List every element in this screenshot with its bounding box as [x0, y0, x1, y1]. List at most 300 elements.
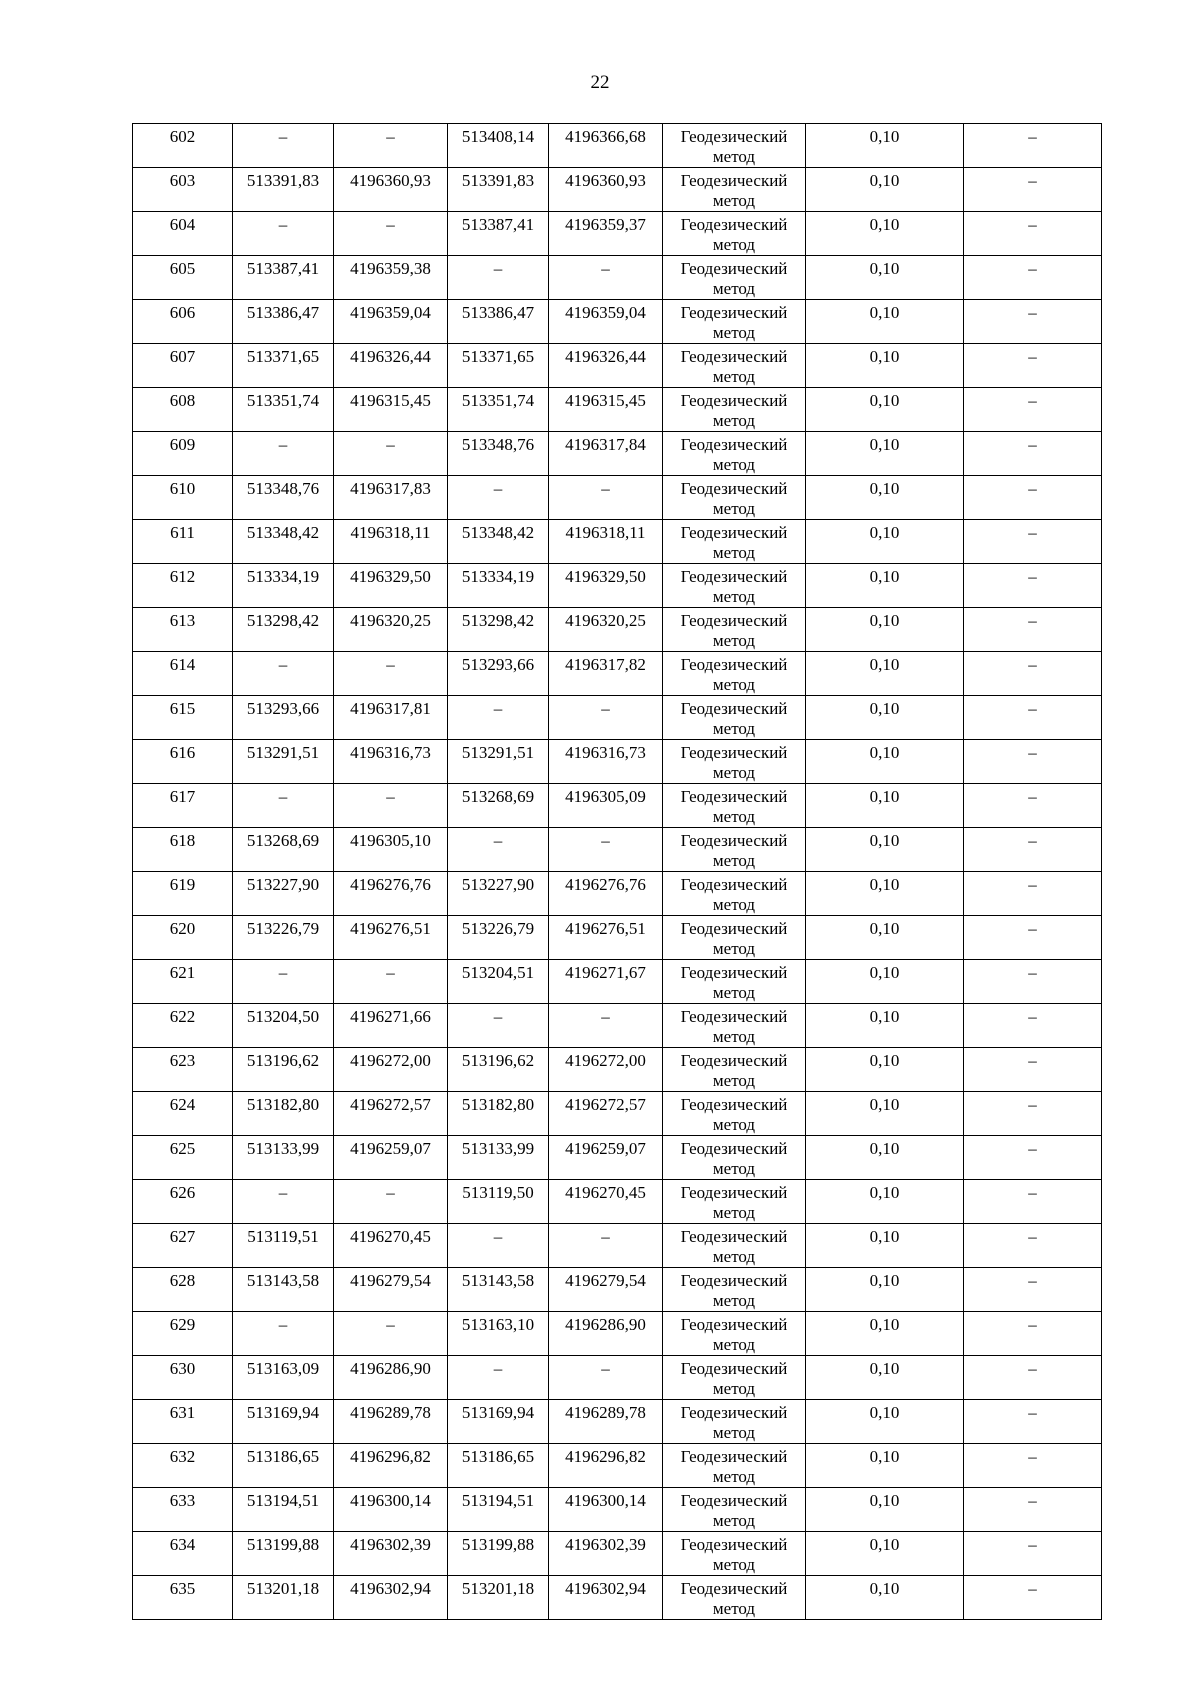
x-existing-value: – [278, 435, 288, 454]
description-cell [964, 652, 1102, 696]
table-row [133, 1224, 1102, 1268]
y-existing-value: 4196360,93 [350, 171, 431, 190]
point-number-value: 619 [169, 875, 196, 894]
x-existing-cell [233, 1180, 334, 1224]
method-value: Геодезический метод [680, 1051, 788, 1090]
table-row [133, 608, 1102, 652]
x-existing-cell [233, 1092, 334, 1136]
x-specified-cell [448, 1048, 549, 1092]
method-cell [663, 1048, 806, 1092]
accuracy-cell [806, 388, 964, 432]
x-existing-cell [233, 1532, 334, 1576]
y-existing-value: 4196276,51 [350, 919, 431, 938]
table-row [133, 520, 1102, 564]
y-specified-cell [549, 1576, 663, 1620]
accuracy-cell [806, 828, 964, 872]
y-specified-cell [549, 872, 663, 916]
y-specified-cell [549, 1400, 663, 1444]
x-existing-value: 513204,50 [246, 1007, 320, 1026]
x-existing-value: – [278, 787, 288, 806]
table-row [133, 1048, 1102, 1092]
y-existing-cell [334, 476, 448, 520]
point-number-value: 633 [169, 1491, 196, 1510]
y-specified-value: – [601, 479, 610, 498]
description-value: – [1028, 699, 1037, 718]
point-number-value: 602 [169, 127, 196, 146]
description-cell [964, 1180, 1102, 1224]
x-specified-cell [448, 1312, 549, 1356]
y-existing-cell [334, 1444, 448, 1488]
accuracy-value: 0,10 [869, 1315, 900, 1334]
y-existing-value: 4196259,07 [350, 1139, 431, 1158]
x-existing-value: – [278, 1183, 288, 1202]
accuracy-value: 0,10 [869, 1271, 900, 1290]
y-specified-cell [549, 520, 663, 564]
y-specified-value: 4196360,93 [565, 171, 646, 190]
description-cell [964, 124, 1102, 168]
y-existing-cell [334, 740, 448, 784]
method-cell [663, 1532, 806, 1576]
method-cell [663, 212, 806, 256]
description-cell [964, 696, 1102, 740]
x-specified-value: 513133,99 [461, 1139, 535, 1158]
description-cell [964, 608, 1102, 652]
description-cell [964, 300, 1102, 344]
table-row [133, 212, 1102, 256]
point-number-cell [133, 256, 233, 300]
table-row [133, 1268, 1102, 1312]
x-specified-value: – [493, 1227, 503, 1246]
y-existing-cell [334, 828, 448, 872]
method-value: Геодезический метод [680, 963, 788, 1002]
point-number-value: 631 [169, 1403, 196, 1422]
x-existing-value: 513386,47 [246, 303, 320, 322]
point-number-cell [133, 1532, 233, 1576]
y-existing-cell [334, 1356, 448, 1400]
accuracy-value: 0,10 [869, 743, 900, 762]
method-cell [663, 388, 806, 432]
point-number-value: 613 [169, 611, 196, 630]
y-existing-value: 4196276,76 [350, 875, 431, 894]
method-cell [663, 1092, 806, 1136]
method-value: Геодезический метод [680, 479, 788, 518]
x-specified-value: – [493, 699, 503, 718]
description-value: – [1028, 567, 1037, 586]
x-existing-cell [233, 1004, 334, 1048]
method-value: Геодезический метод [680, 699, 788, 738]
y-existing-cell [334, 608, 448, 652]
y-existing-cell [334, 1048, 448, 1092]
x-existing-value: 513334,19 [246, 567, 320, 586]
method-value: Геодезический метод [680, 1139, 788, 1178]
point-number-cell [133, 784, 233, 828]
x-specified-cell [448, 1488, 549, 1532]
y-existing-value: – [386, 1315, 395, 1334]
accuracy-cell [806, 1092, 964, 1136]
accuracy-cell [806, 1444, 964, 1488]
method-value: Геодезический метод [680, 743, 788, 782]
x-existing-cell [233, 168, 334, 212]
x-specified-cell [448, 300, 549, 344]
description-cell [964, 1356, 1102, 1400]
y-existing-value: 4196329,50 [350, 567, 431, 586]
accuracy-value: 0,10 [869, 655, 900, 674]
accuracy-value: 0,10 [869, 1359, 900, 1378]
method-cell [663, 828, 806, 872]
y-specified-value: 4196279,54 [565, 1271, 646, 1290]
point-number-value: 617 [169, 787, 196, 806]
description-cell [964, 256, 1102, 300]
method-cell [663, 1400, 806, 1444]
y-existing-value: 4196318,11 [350, 523, 431, 542]
y-specified-cell [549, 1532, 663, 1576]
method-cell [663, 300, 806, 344]
point-number-value: 609 [169, 435, 196, 454]
x-specified-cell [448, 1268, 549, 1312]
method-value: Геодезический метод [680, 1447, 788, 1486]
table-row [133, 300, 1102, 344]
x-specified-value: 513199,88 [461, 1535, 535, 1554]
point-number-cell [133, 1048, 233, 1092]
accuracy-value: 0,10 [869, 699, 900, 718]
table-row [133, 476, 1102, 520]
accuracy-cell [806, 960, 964, 1004]
description-cell [964, 1004, 1102, 1048]
method-value: Геодезический метод [680, 303, 788, 342]
x-specified-cell [448, 1532, 549, 1576]
y-specified-value: – [601, 699, 610, 718]
y-specified-value: 4196318,11 [565, 523, 646, 542]
y-existing-cell [334, 1576, 448, 1620]
y-existing-cell [334, 1224, 448, 1268]
table-row [133, 1400, 1102, 1444]
description-value: – [1028, 391, 1037, 410]
accuracy-value: 0,10 [869, 1447, 900, 1466]
x-specified-value: 513298,42 [461, 611, 535, 630]
accuracy-value: 0,10 [869, 1535, 900, 1554]
y-specified-value: 4196329,50 [565, 567, 646, 586]
accuracy-value: 0,10 [869, 259, 900, 278]
x-specified-cell [448, 696, 549, 740]
description-value: – [1028, 1139, 1037, 1158]
accuracy-value: 0,10 [869, 303, 900, 322]
method-cell [663, 1180, 806, 1224]
accuracy-cell [806, 1400, 964, 1444]
point-number-cell [133, 960, 233, 1004]
x-specified-value: 513348,42 [461, 523, 535, 542]
y-specified-cell [549, 1048, 663, 1092]
x-specified-cell [448, 784, 549, 828]
table-row [133, 1004, 1102, 1048]
y-specified-value: 4196259,07 [565, 1139, 646, 1158]
point-number-cell [133, 1400, 233, 1444]
method-cell [663, 696, 806, 740]
y-specified-value: – [601, 259, 610, 278]
x-specified-cell [448, 344, 549, 388]
y-specified-cell [549, 564, 663, 608]
x-existing-value: 513169,94 [246, 1403, 320, 1422]
y-existing-cell [334, 1312, 448, 1356]
x-specified-cell [448, 608, 549, 652]
x-existing-value: 513163,09 [246, 1359, 320, 1378]
y-specified-cell [549, 1488, 663, 1532]
y-specified-cell [549, 960, 663, 1004]
description-cell [964, 1268, 1102, 1312]
accuracy-value: 0,10 [869, 171, 900, 190]
accuracy-value: 0,10 [869, 787, 900, 806]
x-specified-value: 513194,51 [461, 1491, 535, 1510]
x-specified-value: – [493, 259, 503, 278]
method-cell [663, 344, 806, 388]
description-value: – [1028, 1535, 1037, 1554]
x-existing-cell [233, 476, 334, 520]
x-existing-cell [233, 608, 334, 652]
y-specified-cell [549, 740, 663, 784]
y-existing-value: 4196315,45 [350, 391, 431, 410]
accuracy-value: 0,10 [869, 1579, 900, 1598]
description-cell [964, 476, 1102, 520]
point-number-cell [133, 1576, 233, 1620]
y-existing-value: 4196272,00 [350, 1051, 431, 1070]
y-specified-value: 4196302,39 [565, 1535, 646, 1554]
y-specified-cell [549, 256, 663, 300]
point-number-cell [133, 388, 233, 432]
y-specified-value: 4196366,68 [565, 127, 646, 146]
accuracy-value: 0,10 [869, 127, 900, 146]
description-cell [964, 1532, 1102, 1576]
y-specified-value: 4196296,82 [565, 1447, 646, 1466]
point-number-cell [133, 520, 233, 564]
x-existing-value: 513371,65 [246, 347, 320, 366]
accuracy-value: 0,10 [869, 567, 900, 586]
accuracy-cell [806, 1576, 964, 1620]
table-row [133, 828, 1102, 872]
y-existing-value: 4196271,66 [350, 1007, 431, 1026]
x-existing-value: 513201,18 [246, 1579, 320, 1598]
x-specified-cell [448, 872, 549, 916]
y-specified-cell [549, 300, 663, 344]
y-existing-cell [334, 388, 448, 432]
description-cell [964, 1400, 1102, 1444]
table-row [133, 344, 1102, 388]
point-number-value: 635 [169, 1579, 196, 1598]
y-specified-value: 4196320,25 [565, 611, 646, 630]
x-existing-value: 513351,74 [246, 391, 320, 410]
y-specified-value: 4196286,90 [565, 1315, 646, 1334]
accuracy-value: 0,10 [869, 1183, 900, 1202]
y-specified-value: 4196276,76 [565, 875, 646, 894]
y-existing-value: 4196317,81 [350, 699, 431, 718]
method-value: Геодезический метод [680, 1359, 788, 1398]
page-number: 22 [590, 72, 610, 93]
method-cell [663, 740, 806, 784]
x-existing-value: 513268,69 [246, 831, 320, 850]
x-specified-value: 513186,65 [461, 1447, 535, 1466]
method-cell [663, 960, 806, 1004]
x-specified-cell [448, 916, 549, 960]
accuracy-cell [806, 916, 964, 960]
x-existing-cell [233, 1400, 334, 1444]
method-value: Геодезический метод [680, 171, 788, 210]
accuracy-cell [806, 432, 964, 476]
description-value: – [1028, 259, 1037, 278]
x-specified-value: 513201,18 [461, 1579, 535, 1598]
y-specified-cell [549, 608, 663, 652]
accuracy-value: 0,10 [869, 1139, 900, 1158]
accuracy-cell [806, 476, 964, 520]
description-value: – [1028, 787, 1037, 806]
description-cell [964, 1444, 1102, 1488]
x-specified-cell [448, 1444, 549, 1488]
method-cell [663, 1268, 806, 1312]
accuracy-cell [806, 1488, 964, 1532]
point-number-value: 607 [169, 347, 196, 366]
method-value: Геодезический метод [680, 1007, 788, 1046]
x-existing-cell [233, 212, 334, 256]
accuracy-value: 0,10 [869, 919, 900, 938]
table-row [133, 740, 1102, 784]
y-specified-cell [549, 1224, 663, 1268]
y-existing-value: – [386, 215, 395, 234]
x-existing-cell [233, 1268, 334, 1312]
y-specified-value: 4196272,00 [565, 1051, 646, 1070]
table-row [133, 1444, 1102, 1488]
accuracy-cell [806, 344, 964, 388]
x-specified-value: 513204,51 [461, 963, 535, 982]
y-existing-cell [334, 696, 448, 740]
point-number-value: 616 [169, 743, 196, 762]
description-value: – [1028, 1095, 1037, 1114]
y-specified-value: 4196271,67 [565, 963, 646, 982]
x-specified-value: 513391,83 [461, 171, 535, 190]
x-existing-cell [233, 696, 334, 740]
accuracy-cell [806, 1312, 964, 1356]
x-specified-cell [448, 828, 549, 872]
x-specified-cell [448, 1576, 549, 1620]
x-specified-cell [448, 388, 549, 432]
y-specified-cell [549, 828, 663, 872]
table-row [133, 872, 1102, 916]
x-specified-value: – [493, 479, 503, 498]
x-specified-value: 513291,51 [461, 743, 535, 762]
description-cell [964, 1048, 1102, 1092]
x-specified-value: 513293,66 [461, 655, 535, 674]
method-value: Геодезический метод [680, 787, 788, 826]
description-cell [964, 388, 1102, 432]
x-specified-value: 513119,50 [462, 1183, 534, 1202]
point-number-cell [133, 1004, 233, 1048]
method-cell [663, 520, 806, 564]
accuracy-value: 0,10 [869, 875, 900, 894]
accuracy-cell [806, 696, 964, 740]
y-existing-value: – [386, 655, 395, 674]
y-existing-value: 4196320,25 [350, 611, 431, 630]
description-cell [964, 1092, 1102, 1136]
method-value: Геодезический метод [680, 919, 788, 958]
accuracy-cell [806, 608, 964, 652]
x-existing-cell [233, 1444, 334, 1488]
description-value: – [1028, 435, 1037, 454]
y-specified-value: 4196302,94 [565, 1579, 646, 1598]
table-row [133, 1180, 1102, 1224]
table-row [133, 916, 1102, 960]
point-number-value: 627 [169, 1227, 196, 1246]
y-specified-value: 4196276,51 [565, 919, 646, 938]
y-specified-value: 4196272,57 [565, 1095, 646, 1114]
x-existing-value: – [278, 127, 288, 146]
description-cell [964, 564, 1102, 608]
x-existing-value: 513194,51 [246, 1491, 320, 1510]
accuracy-cell [806, 740, 964, 784]
y-existing-value: – [386, 787, 395, 806]
accuracy-cell [806, 168, 964, 212]
x-existing-cell [233, 652, 334, 696]
description-value: – [1028, 1579, 1037, 1598]
accuracy-cell [806, 1356, 964, 1400]
description-cell [964, 1576, 1102, 1620]
accuracy-cell [806, 872, 964, 916]
point-number-value: 622 [169, 1007, 196, 1026]
accuracy-cell [806, 564, 964, 608]
point-number-cell [133, 916, 233, 960]
table-row [133, 784, 1102, 828]
description-value: – [1028, 171, 1037, 190]
y-specified-cell [549, 124, 663, 168]
accuracy-value: 0,10 [869, 1491, 900, 1510]
description-value: – [1028, 1271, 1037, 1290]
method-value: Геодезический метод [680, 875, 788, 914]
table-row [133, 168, 1102, 212]
table-row [133, 652, 1102, 696]
method-value: Геодезический метод [680, 1535, 788, 1574]
y-specified-cell [549, 1004, 663, 1048]
table-row [133, 124, 1102, 168]
table-row [133, 1136, 1102, 1180]
x-specified-cell [448, 1136, 549, 1180]
accuracy-value: 0,10 [869, 1007, 900, 1026]
x-specified-cell [448, 1356, 549, 1400]
y-existing-value: 4196289,78 [350, 1403, 431, 1422]
x-specified-value: 513387,41 [461, 215, 535, 234]
description-cell [964, 1312, 1102, 1356]
x-existing-value: 513119,51 [247, 1227, 319, 1246]
description-value: – [1028, 127, 1037, 146]
point-number-cell [133, 476, 233, 520]
x-existing-cell [233, 1136, 334, 1180]
method-cell [663, 256, 806, 300]
description-value: – [1028, 1403, 1037, 1422]
y-existing-cell [334, 344, 448, 388]
method-value: Геодезический метод [680, 1227, 788, 1266]
method-value: Геодезический метод [680, 611, 788, 650]
description-value: – [1028, 831, 1037, 850]
x-existing-value: 513143,58 [246, 1271, 320, 1290]
x-existing-value: 513293,66 [246, 699, 320, 718]
description-cell [964, 828, 1102, 872]
x-specified-cell [448, 652, 549, 696]
point-number-cell [133, 1092, 233, 1136]
point-number-value: 629 [169, 1315, 196, 1334]
method-value: Геодезический метод [680, 831, 788, 870]
y-specified-value: 4196316,73 [565, 743, 646, 762]
y-specified-value: 4196359,04 [565, 303, 646, 322]
y-existing-value: 4196305,10 [350, 831, 431, 850]
description-value: – [1028, 347, 1037, 366]
point-number-cell [133, 432, 233, 476]
x-existing-cell [233, 872, 334, 916]
point-number-value: 623 [169, 1051, 196, 1070]
description-cell [964, 784, 1102, 828]
